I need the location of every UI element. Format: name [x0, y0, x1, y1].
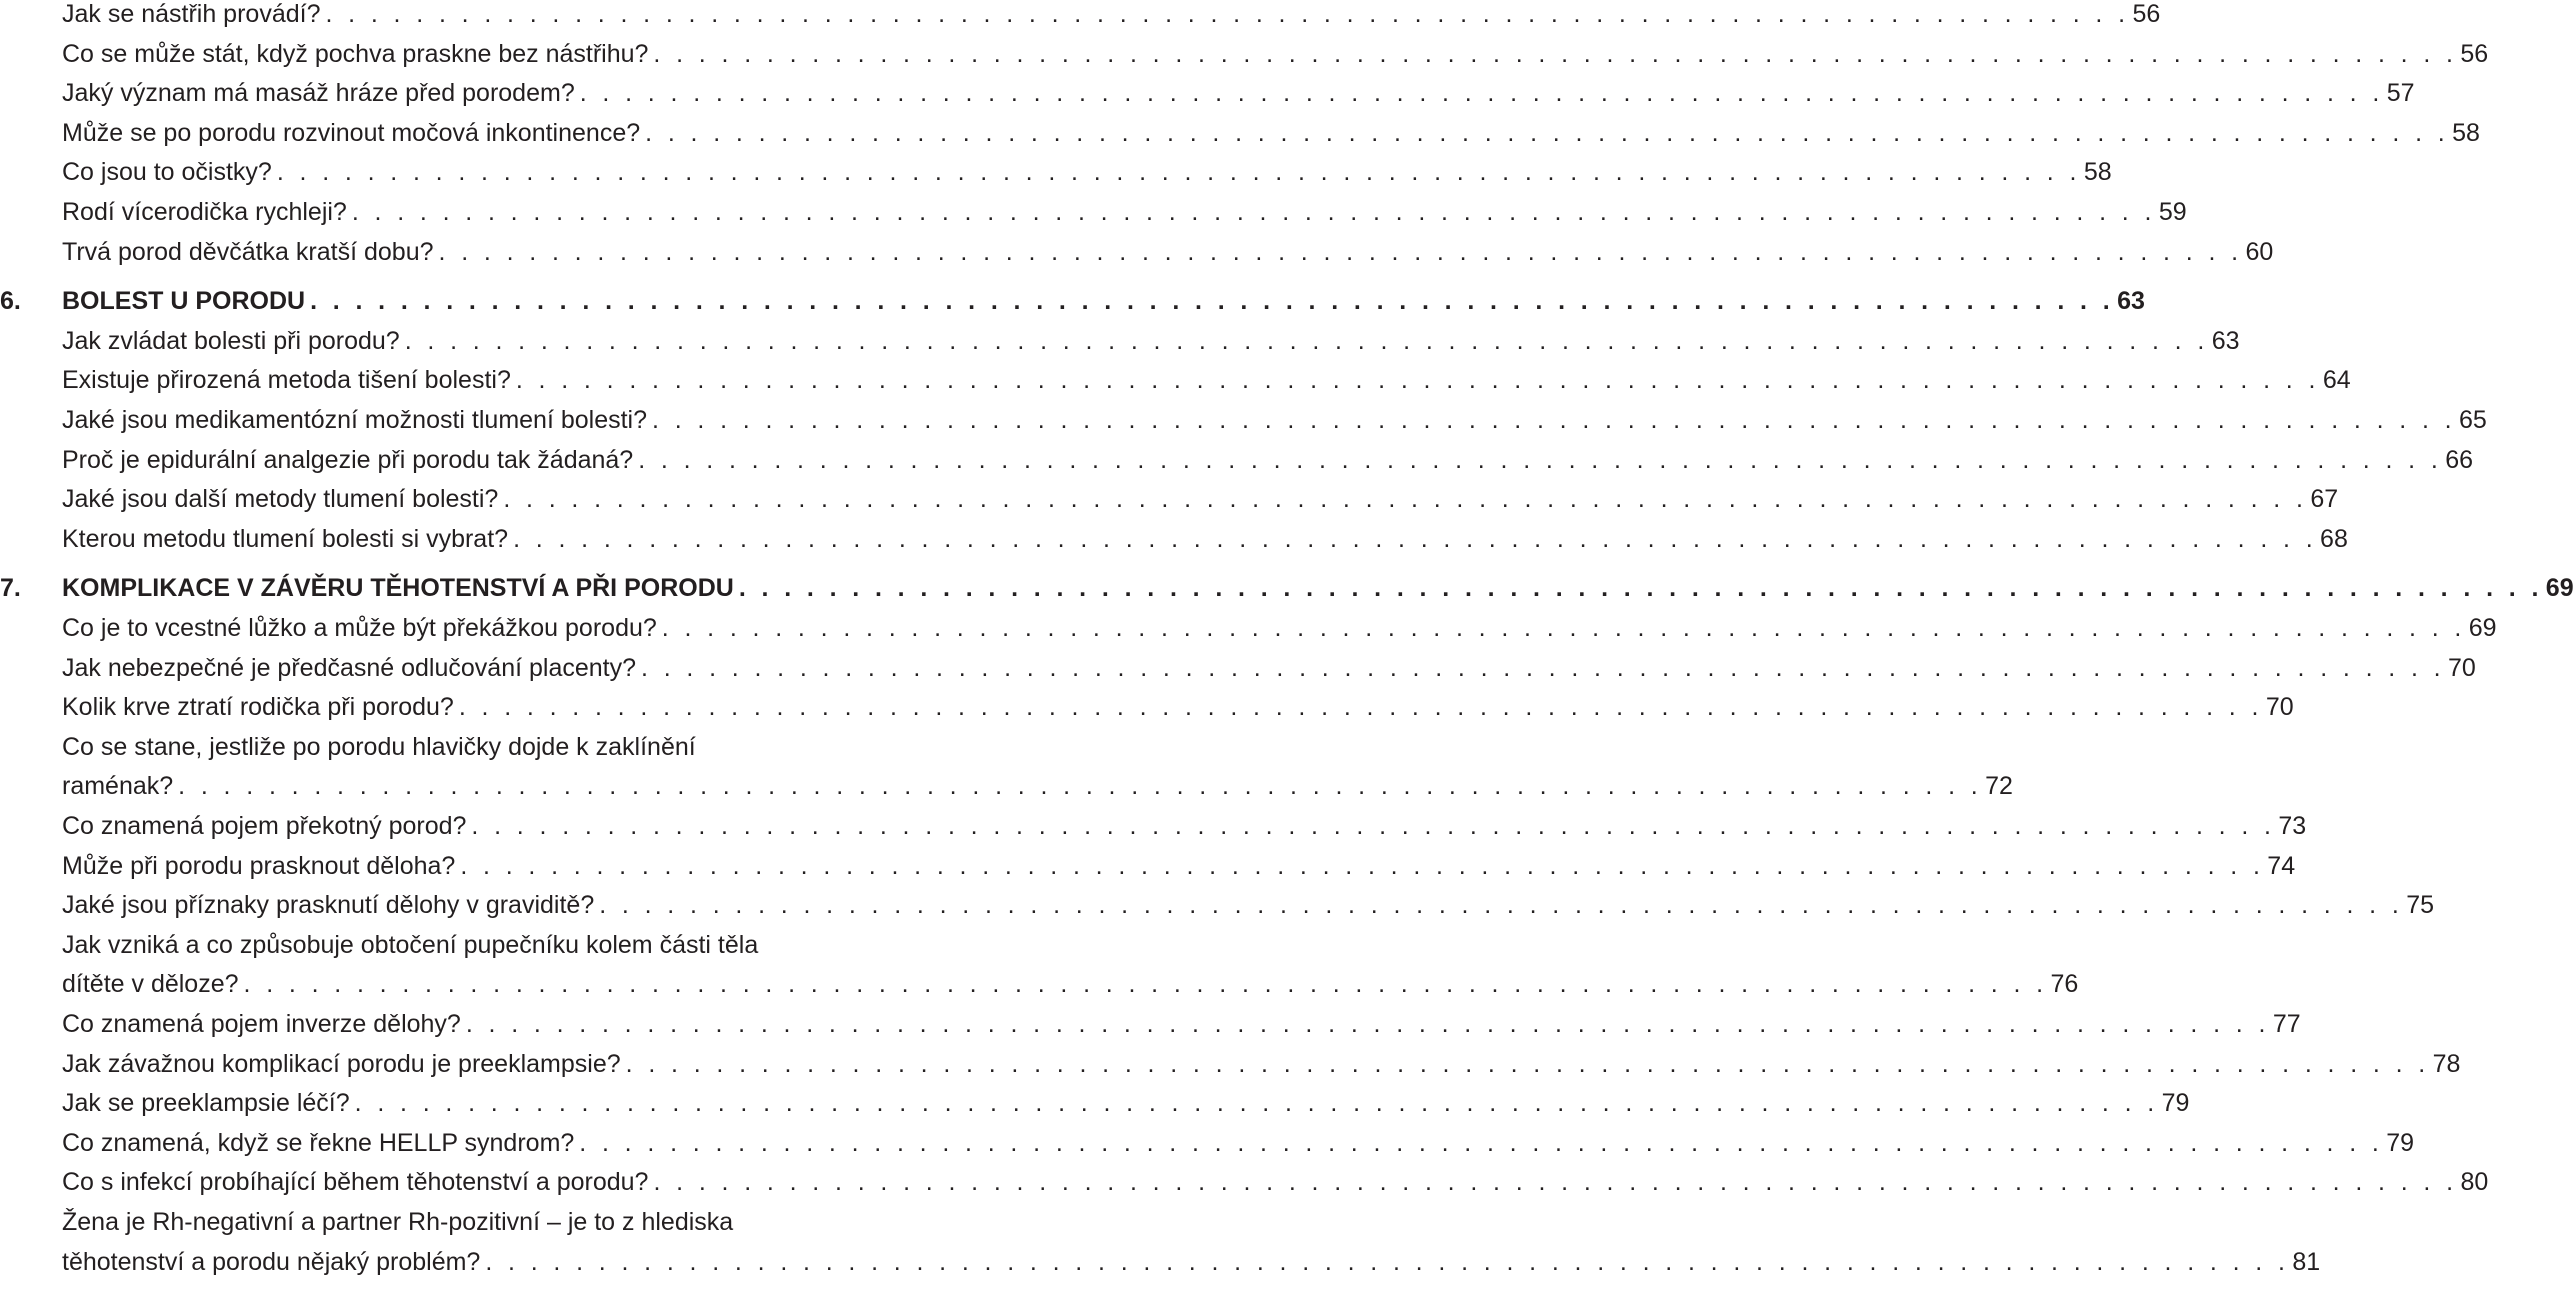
toc-entry: [0, 232, 2274, 272]
dot-leader: . . . . . . . . . . . . . . . . . . . . . . . . . . . . . . . . . . . . . . . . . . . . . . . . . . . . . . . . . . . . . . . . . . . . . . . . . . . . . . . .: [652, 406, 2456, 434]
toc-entry: [0, 440, 2474, 480]
dot-leader: . . . . . . . . . . . . . . . . . . . . . . . . . . . . . . . . . . . . . . . . . . . . . . . . . . . . . . . . . . . . . . . . . . . . . . . . . . . . . . . .: [276, 158, 2081, 187]
toc-entry-title: Co jsou to očistky?: [62, 158, 272, 187]
toc-entry: [0, 1202, 960, 1242]
toc-entry: [0, 806, 2307, 846]
toc-chapter-heading: [0, 568, 2574, 608]
toc-entry: [0, 73, 2415, 113]
toc-entry-title: Trvá porod děvčátka kratší dobu?: [62, 237, 434, 266]
toc-page-number: 81: [2292, 1247, 2321, 1276]
toc-line: [62, 964, 2079, 1004]
toc-page-number: 79: [2161, 1089, 2190, 1118]
toc-page-number: 56: [2132, 0, 2161, 28]
toc-page-number: 73: [2278, 812, 2307, 840]
dot-leader: . . . . . . . . . . . . . . . . . . . . . . . . . . . . . . . . . . . . . . . . . . . . . . . . . . . . . . . . . . . . . . . . . . . . . . . . . . . . . . . .: [503, 485, 2308, 514]
toc-line: [62, 648, 2476, 688]
toc-page-number: 69: [2468, 614, 2497, 642]
toc-line: [62, 766, 2013, 806]
toc-entry: [0, 113, 2480, 153]
toc-line: [62, 192, 2187, 232]
chapter-number: 7.: [0, 574, 21, 603]
toc-entry-title: Co se stane, jestliže po porodu hlavičky dojde k zaklínění: [62, 732, 696, 761]
toc-page-number: 59: [2158, 198, 2187, 226]
toc-entry-continuation: [0, 1242, 2321, 1282]
toc-line: [62, 281, 2145, 321]
toc-entry-title: Jak nebezpečné je předčasné odlučování placenty?: [62, 653, 637, 682]
toc-page-number: 66: [2445, 445, 2474, 474]
toc-entry-title: Jaké jsou příznaky prasknutí dělohy v graviditě?: [62, 891, 595, 920]
dot-leader: . . . . . . . . . . . . . . . . . . . . . . . . . . . . . . . . . . . . . . . . . . . . . . . . . . . . . . . . . . . . . . . . . . . . . . . . . . . . . . . .: [458, 693, 2263, 722]
dot-leader: . . . . . . . . . . . . . . . . . . . . . . . . . . . . . . . . . . . . . . . . . . . . . . . . . . . . . . . . . . . . . . . . . . . . . . . . . . . . . . . .: [638, 445, 2443, 474]
toc-line: [62, 1044, 2461, 1084]
toc-entry-title: Rodí vícerodička rychleji?: [62, 198, 347, 226]
toc-line: [62, 568, 2574, 608]
toc-entry-title: Co se může stát, když pochva praskne bez nástřihu?: [62, 39, 649, 68]
toc-entry-title: Jaké jsou další metody tlumení bolesti?: [62, 485, 499, 514]
toc-line: [62, 925, 954, 965]
toc-entry-title: Kterou metodu tlumení bolesti si vybrat?: [62, 524, 509, 553]
toc-entry: [0, 192, 2187, 232]
chapter-number: 6.: [0, 287, 21, 316]
toc-line: [62, 440, 2474, 480]
toc-line: [62, 232, 2274, 272]
toc-entry: [0, 608, 2497, 648]
toc-entry-title: Co je to vcestné lůžko a může být překážkou porodu?: [62, 614, 657, 642]
toc-entry: [0, 1004, 2301, 1044]
toc-entry-title: Co s infekcí probíhající během těhotenství a porodu?: [62, 1168, 649, 1197]
dot-leader: . . . . . . . . . . . . . . . . . . . . . . . . . . . . . . . . . . . . . . . . . . . . . . . . . . . . . . . . . . . . . . . . . . . . . . . . . . . . . . . .: [404, 326, 2209, 355]
toc-entry-title: Může při porodu prasknout děloha?: [62, 851, 456, 880]
toc-page-number: 75: [2406, 891, 2435, 920]
toc-entry-title: BOLEST U PORODU: [62, 287, 306, 316]
toc-entry: [0, 479, 2339, 519]
dot-leader: . . . . . . . . . . . . . . . . . . . . . . . . . . . . . . . . . . . . . . . . . . . . . . . . . . . . . . . . . . . . . . . . . . . . . . . . . . . . . . . .: [653, 39, 2458, 68]
toc-page-number: 58: [2452, 118, 2480, 147]
toc-line: [62, 479, 2339, 519]
toc-line: [62, 321, 2240, 361]
toc-line: [62, 113, 2480, 153]
toc-entry: [0, 885, 2435, 925]
toc-line: [62, 1242, 2321, 1282]
toc-entry-title: Existuje přirozená metoda tišení bolesti?: [62, 366, 511, 395]
toc-entry-title: Jak se preeklampsie léčí?: [62, 1089, 350, 1118]
dot-leader: . . . . . . . . . . . . . . . . . . . . . . . . . . . . . . . . . . . . . . . . . . . . . . . . . . . . . . . . . . . . . . . . . . . . . . . . . . . . . . . .: [579, 1128, 2384, 1157]
toc-entry: [0, 727, 960, 767]
toc-line: [62, 885, 2435, 925]
toc-line: [62, 0, 2161, 34]
toc-page-number: 65: [2459, 406, 2487, 434]
toc-entry-title: raménak?: [62, 772, 174, 801]
toc-page-number: 68: [2320, 524, 2348, 553]
toc-line: [62, 1123, 2415, 1163]
toc-entry-title: Co znamená pojem překotný porod?: [62, 812, 467, 840]
toc-entry-title: Co znamená pojem inverze dělohy?: [62, 1010, 461, 1038]
dot-leader: . . . . . . . . . . . . . . . . . . . . . . . . . . . . . . . . . . . . . . . . . . . . . . . . . . . . . . . . . . . . . . . . . . . . . . . . . . . . . . . .: [515, 366, 2320, 395]
toc-page-number: 63: [2211, 326, 2240, 355]
toc-chapter-heading: [0, 281, 2145, 321]
toc-entry: [0, 519, 2348, 559]
dot-leader: . . . . . . . . . . . . . . . . . . . . . . . . . . . . . . . . . . . . . . . . . . . . . . . . . . . . . . . . . . . . . . . . . . . . . . . . . . . . . . . .: [513, 524, 2318, 553]
toc-page-number: 56: [2460, 39, 2489, 68]
toc-page-number: 69: [2545, 574, 2574, 603]
toc-line: [62, 1083, 2190, 1123]
toc-entry-continuation: [0, 766, 2013, 806]
toc-page-number: 58: [2083, 158, 2112, 187]
toc-entry-title: Může se po porodu rozvinout močová inkontinence?: [62, 118, 641, 147]
toc-page-number: 76: [2050, 970, 2079, 999]
toc-entry: [0, 0, 2161, 34]
toc-entry-title: Jak vzniká a co způsobuje obtočení pupečníku kolem části těla: [62, 930, 759, 959]
dot-leader: . . . . . . . . . . . . . . . . . . . . . . . . . . . . . . . . . . . . . . . . . . . . . . . . . . . . . . . . . . . . . . . . . . . . . . . . . . . . . . . .: [661, 614, 2466, 642]
dot-leader: . . . . . . . . . . . . . . . . . . . . . . . . . . . . . . . . . . . . . . . . . . . . . . . . . . . . . . . . . . . . . . . . . . . . . . . . . . . . . . . .: [641, 653, 2445, 682]
toc-entry-title: dítěte v děloze?: [62, 970, 239, 999]
dot-leader: . . . . . . . . . . . . . . . . . . . . . . . . . . . . . . . . . . . . . . . . . . . . . . . . . . . . . . . . . . . . . . . . . . . . . . . . . . . . . . . .: [579, 79, 2384, 108]
toc-line: [62, 608, 2497, 648]
toc-entry-continuation: [0, 964, 2079, 1004]
toc-page-number: 70: [2265, 693, 2294, 722]
toc-page-number: 60: [2245, 237, 2274, 266]
toc-line: [62, 1162, 2489, 1202]
toc-line: [62, 806, 2307, 846]
toc-entry: [0, 321, 2240, 361]
dot-leader: . . . . . . . . . . . . . . . . . . . . . . . . . . . . . . . . . . . . . . . . . . . . . . . . . . . . . . . . . . . . . . . . . . . . . . . . . . . . . . . .: [178, 772, 1983, 801]
toc-line: [62, 360, 2351, 400]
toc-entry-title: Jaký význam má masáž hráze před porodem?: [62, 79, 575, 108]
toc-line: [62, 400, 2487, 440]
toc-line: [62, 34, 2489, 74]
toc-line: [62, 1004, 2301, 1044]
toc-line: [62, 687, 2294, 727]
dot-leader: . . . . . . . . . . . . . . . . . . . . . . . . . . . . . . . . . . . . . . . . . . . . . . . . . . . . . . . . . . . . . . . . . . . . . . . . . . . . . . . .: [354, 1089, 2159, 1118]
dot-leader: . . . . . . . . . . . . . . . . . . . . . . . . . . . . . . . . . . . . . . . . . . . . . . . . . . . . . . . . . . . . . . . . . . . . . . . . . . . . . . . .: [599, 891, 2404, 920]
toc-page-number: 80: [2460, 1168, 2489, 1197]
dot-leader: . . . . . . . . . . . . . . . . . . . . . . . . . . . . . . . . . . . . . . . . . . . . . . . . . . . . . . . . . . . . . . . . . . . . . . . . . . . . . . . .: [351, 198, 2156, 226]
toc-page-number: 72: [1985, 772, 2013, 801]
toc-entry: [0, 846, 2296, 886]
toc-line: [62, 727, 954, 767]
toc-entry: [0, 1083, 2190, 1123]
toc-entry-title: Žena je Rh-negativní a partner Rh-pozitivní – je to z hlediska: [62, 1208, 734, 1236]
toc-entry-title: Jak závažnou komplikací porodu je preeklampsie?: [62, 1049, 621, 1078]
toc-entry: [0, 1123, 2415, 1163]
toc-entry: [0, 400, 2487, 440]
dot-leader: . . . . . . . . . . . . . . . . . . . . . . . . . . . . . . . . . . . . . . . . . . . . . . . . . . . . . . . . . . . . . . . . . . . . . . . . . . . . . . . .: [471, 812, 2276, 840]
dot-leader: . . . . . . . . . . . . . . . . . . . . . . . . . . . . . . . . . . . . . . . . . . . . . . . . . . . . . . . . . . . . . . . . . . . . . . . . . . . . . . . .: [738, 574, 2543, 603]
toc-page-number: 79: [2386, 1128, 2415, 1157]
toc-page-number: 70: [2448, 653, 2476, 682]
toc-line: [62, 152, 2112, 192]
toc-page-number: 78: [2432, 1049, 2461, 1078]
toc-page-number: 57: [2386, 79, 2415, 108]
dot-leader: . . . . . . . . . . . . . . . . . . . . . . . . . . . . . . . . . . . . . . . . . . . . . . . . . . . . . . . . . . . . . . . . . . . . . . . . . . . . . . . .: [325, 0, 2130, 28]
dot-leader: . . . . . . . . . . . . . . . . . . . . . . . . . . . . . . . . . . . . . . . . . . . . . . . . . . . . . . . . . . . . . . . . . . . . . . . . . . . . . . . .: [243, 970, 2048, 999]
toc-entry: [0, 648, 2476, 688]
toc-entry-title: těhotenství a porodu nějaký problém?: [62, 1247, 481, 1276]
toc-entry-title: Kolik krve ztratí rodička při porodu?: [62, 693, 454, 722]
toc-page-number: 77: [2272, 1010, 2301, 1038]
dot-leader: . . . . . . . . . . . . . . . . . . . . . . . . . . . . . . . . . . . . . . . . . . . . . . . . . . . . . . . . . . . . . . . . . . . . . . . . . . . . . . . .: [438, 237, 2243, 266]
toc-page-number: 74: [2267, 851, 2296, 880]
toc-entry-title: Jaké jsou medikamentózní možnosti tlumení bolesti?: [62, 406, 648, 434]
toc-entry: [0, 687, 2294, 727]
dot-leader: . . . . . . . . . . . . . . . . . . . . . . . . . . . . . . . . . . . . . . . . . . . . . . . . . . . . . . . . . . . . . . . . . . . . . . . . . . . . . . . .: [460, 851, 2265, 880]
toc-entry: [0, 925, 960, 965]
toc-entry-title: Jak zvládat bolesti při porodu?: [62, 326, 400, 355]
toc-entry: [0, 1044, 2461, 1084]
toc-line: [62, 1202, 954, 1242]
toc-entry-title: Jak se nástřih provádí?: [62, 0, 321, 28]
toc-entry: [0, 34, 2489, 74]
toc-entry: [0, 360, 2351, 400]
toc-entry-title: KOMPLIKACE V ZÁVĚRU TĚHOTENSTVÍ A PŘI PORODU: [62, 574, 734, 603]
dot-leader: . . . . . . . . . . . . . . . . . . . . . . . . . . . . . . . . . . . . . . . . . . . . . . . . . . . . . . . . . . . . . . . . . . . . . . . . . . . . . . . .: [310, 287, 2115, 316]
toc-page-number: 63: [2117, 287, 2145, 316]
toc-line: [62, 519, 2348, 559]
toc-page-number: 67: [2310, 485, 2339, 514]
toc-entry: [0, 1162, 2489, 1202]
toc-line: [62, 846, 2296, 886]
dot-leader: . . . . . . . . . . . . . . . . . . . . . . . . . . . . . . . . . . . . . . . . . . . . . . . . . . . . . . . . . . . . . . . . . . . . . . . . . . . . . . . .: [485, 1247, 2290, 1276]
dot-leader: . . . . . . . . . . . . . . . . . . . . . . . . . . . . . . . . . . . . . . . . . . . . . . . . . . . . . . . . . . . . . . . . . . . . . . . . . . . . . . . .: [645, 118, 2450, 147]
dot-leader: . . . . . . . . . . . . . . . . . . . . . . . . . . . . . . . . . . . . . . . . . . . . . . . . . . . . . . . . . . . . . . . . . . . . . . . . . . . . . . . .: [625, 1049, 2430, 1078]
toc-entry-title: Proč je epidurální analgezie při porodu tak žádaná?: [62, 445, 634, 474]
toc-line: [62, 73, 2415, 113]
dot-leader: . . . . . . . . . . . . . . . . . . . . . . . . . . . . . . . . . . . . . . . . . . . . . . . . . . . . . . . . . . . . . . . . . . . . . . . . . . . . . . . .: [653, 1168, 2458, 1197]
toc-page-number: 64: [2322, 366, 2351, 395]
toc-entry: [0, 152, 2112, 192]
dot-leader: . . . . . . . . . . . . . . . . . . . . . . . . . . . . . . . . . . . . . . . . . . . . . . . . . . . . . . . . . . . . . . . . . . . . . . . . . . . . . . . .: [465, 1010, 2270, 1038]
toc-entry-title: Co znamená, když se řekne HELLP syndrom?: [62, 1128, 575, 1157]
